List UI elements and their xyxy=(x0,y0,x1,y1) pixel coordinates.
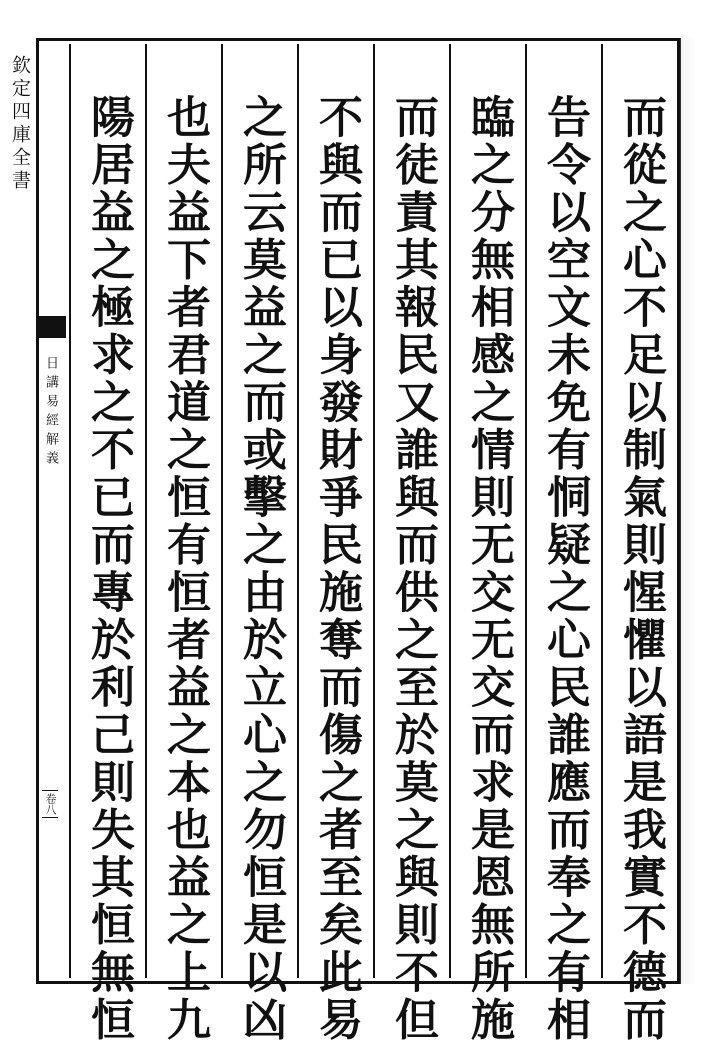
column-text: 而徒責其報民又誰與而供之至於莫之與則不但 xyxy=(387,94,438,1044)
text-column-6 xyxy=(221,44,297,1044)
text-column-4 xyxy=(373,44,449,1044)
text-column-7 xyxy=(145,44,221,1044)
page-edge-shadow xyxy=(680,38,697,984)
column-text: 而從之心不足以制氣則惺懼以語是我實不德而 xyxy=(615,94,666,1044)
text-column-3 xyxy=(449,44,525,1044)
column-text: 也夫益下者君道之恒有恒者益之本也益之上九 xyxy=(159,94,210,1044)
text-column-8 xyxy=(69,44,145,1044)
column-text: 陽居益之極求之不已而專於利己則失其恒無恒 xyxy=(83,94,134,1044)
column-text: 告令以空文未免有恫疑之心民誰應而奉之有相 xyxy=(539,94,590,1044)
margin-book-title: 日講易經解義 xyxy=(43,356,58,470)
column-text: 不與而已以身發財爭民施奪而傷之者至矣此易 xyxy=(311,94,362,1044)
text-column-5 xyxy=(297,44,373,1044)
text-column-1 xyxy=(601,44,677,1044)
column-text: 臨之分無相感之情則无交无交而求是恩無所施 xyxy=(463,94,514,1044)
text-column-2 xyxy=(525,44,601,1044)
column-text: 之所云莫益之而或擊之由於立心之勿恒是以凶 xyxy=(235,94,286,1044)
margin-page-number: 卷八 xyxy=(42,790,58,818)
text-columns xyxy=(66,44,677,1044)
margin-collection-title: 欽定四庫全書 xyxy=(9,55,31,193)
